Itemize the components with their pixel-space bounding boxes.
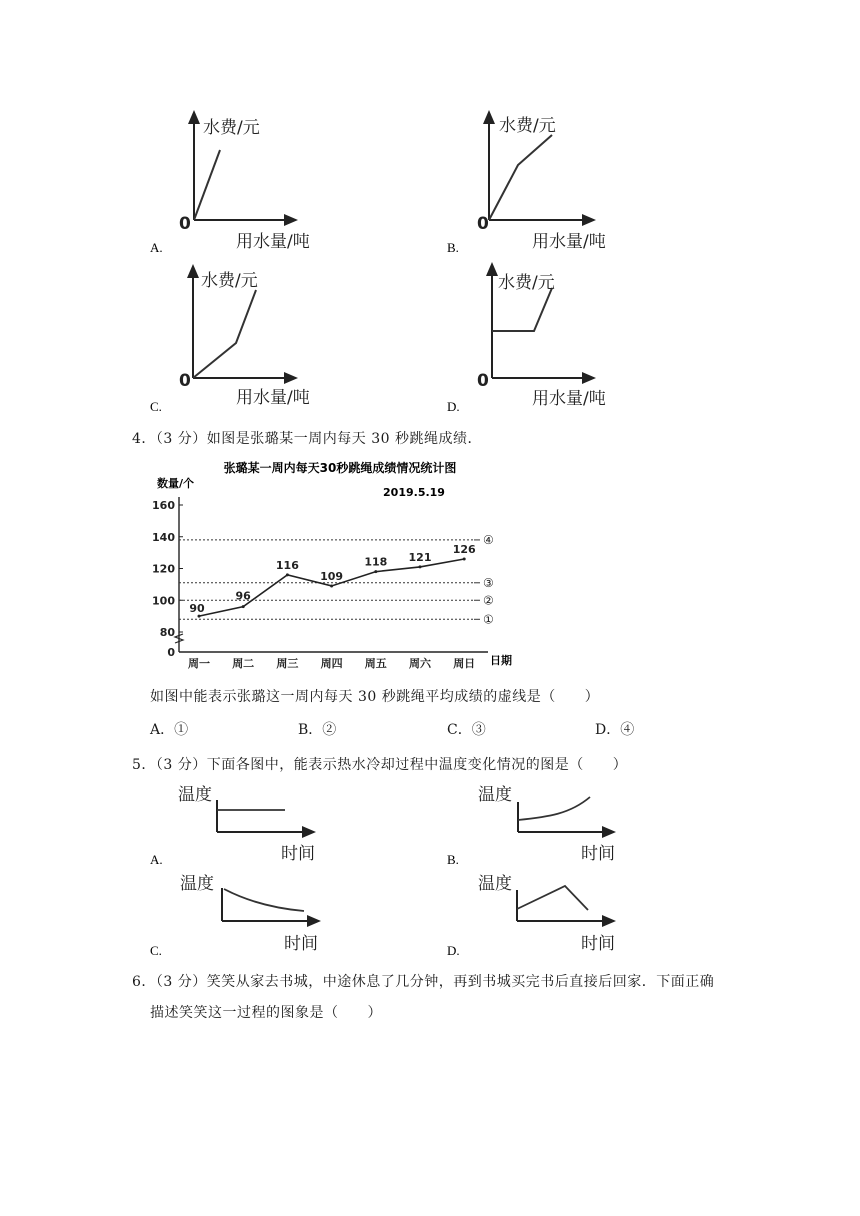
y-tick-label: 140 [152, 530, 175, 544]
q4-stem: 4．（3 分）如图是张璐某一周内每天 30 秒跳绳成绩． [132, 431, 482, 447]
y-axis-label: 水费/元 [201, 271, 258, 291]
x-axis-label: 时间 [581, 844, 615, 864]
x-tick-label: 周四 [320, 657, 343, 670]
y-axis-label: 水费/元 [203, 118, 260, 138]
option-letter-a: A. [150, 852, 163, 867]
reference-line-label: ② [483, 593, 494, 608]
x-axis-label: 时间 [281, 844, 315, 864]
y-axis-label: 温度 [180, 874, 214, 894]
option-letter: B． [298, 722, 323, 738]
x-tick-label: 周二 [232, 657, 255, 670]
y-axis-label: 温度 [478, 874, 512, 894]
q5-stem: 5．（3 分）下面各图中，能表示热水冷却过程中温度变化情况的图是（ ） [132, 757, 628, 773]
data-label: 118 [364, 555, 388, 569]
option-letter: D． [595, 722, 621, 738]
option-value: ③ [471, 722, 486, 738]
reference-line-label: ③ [483, 575, 494, 590]
x-tick-label: 周六 [409, 657, 431, 670]
x-tick-label: 周一 [188, 657, 210, 670]
data-label: 121 [408, 550, 432, 564]
y-tick-label: 160 [152, 499, 175, 512]
origin-label: 0 [179, 371, 191, 391]
data-label: 109 [320, 569, 344, 583]
y-axis-label: 水费/元 [498, 273, 555, 293]
option-letter: C． [447, 722, 472, 738]
x-axis-label: 用水量/吨 [236, 388, 310, 408]
data-label: 96 [235, 589, 251, 603]
y-axis-label: 数量/个 [157, 477, 195, 490]
origin-label: 0 [179, 214, 191, 234]
q6-stem-line-2: 描述笑笑这一过程的图象是（ ） [150, 1005, 382, 1021]
option-value: ① [174, 722, 189, 738]
graph-line [517, 886, 588, 910]
y-axis-label: 温度 [178, 785, 212, 805]
x-tick-label: 周日 [453, 657, 476, 670]
data-label: 90 [189, 602, 205, 616]
option-letter-b: B. [447, 240, 459, 255]
x-axis-label: 时间 [581, 934, 615, 954]
y-axis-label: 水费/元 [499, 116, 556, 136]
option-letter-d: D. [447, 399, 460, 414]
option-value: ② [322, 722, 337, 738]
x-axis-label: 用水量/吨 [532, 232, 606, 252]
y-tick-label: 120 [152, 562, 175, 576]
chart-date: 2019.5.19 [383, 486, 445, 499]
q4-question: 如图中能表示张璐这一周内每天 30 秒跳绳平均成绩的虚线是（ ） [150, 689, 600, 705]
option-letter-c: C. [150, 399, 162, 414]
x-axis-label: 用水量/吨 [236, 232, 310, 252]
q6-stem-line-1: 6．（3 分）笑笑从家去书城，中途休息了几分钟，再到书城买完书后直接后回家．下面正确 [132, 974, 715, 990]
x-tick-label: 周三 [276, 657, 299, 670]
origin-label: 0 [477, 371, 489, 391]
data-label: 116 [275, 558, 299, 572]
y-axis-label: 温度 [478, 785, 512, 805]
y-tick-label: 100 [152, 594, 175, 608]
reference-line-label: ① [483, 612, 494, 627]
x-tick-label: 周五 [364, 657, 387, 670]
option-letter-b: B. [447, 852, 459, 867]
data-label: 126 [452, 542, 476, 556]
y-tick-label: 0 [167, 646, 175, 659]
x-axis-label: 用水量/吨 [532, 389, 606, 409]
option-letter-c: C. [150, 943, 162, 958]
y-tick-label: 80 [159, 626, 175, 639]
x-axis-label: 时间 [284, 934, 318, 954]
x-axis-label: 日期 [490, 654, 512, 667]
option-letter-a: A. [150, 240, 163, 255]
chart-title: 张璐某一周内每天30秒跳绳成绩情况统计图 [223, 461, 457, 475]
option-letter-d: D. [447, 943, 460, 958]
reference-line-label: ④ [483, 532, 494, 547]
origin-label: 0 [477, 214, 489, 234]
option-value: ④ [620, 722, 635, 738]
option-letter: A． [150, 722, 175, 738]
